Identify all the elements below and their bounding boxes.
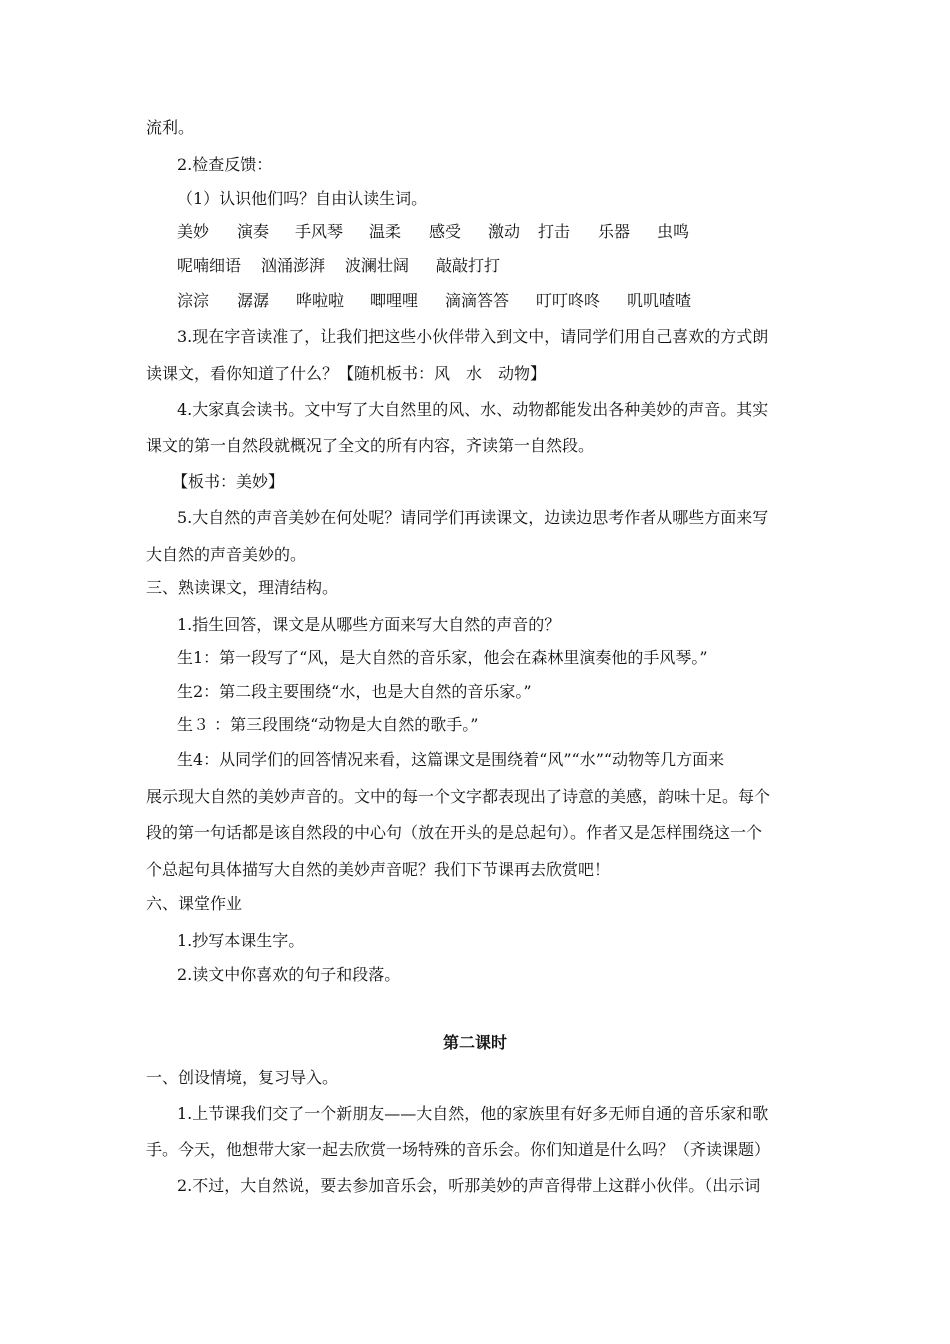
text-line: 生4：从同学们的回答情况来看，这篇课文是围绕着“风”“水”“动物等几方面来	[177, 750, 725, 769]
text-line: 1.上节课我们交了一个新朋友——大自然，他的家族里有好多无师自通的音乐家和歌	[177, 1104, 769, 1123]
section-heading: 六、课堂作业	[146, 894, 243, 913]
text-line: 段的第一句话都是该自然段的中心句（放在开头的是总起句）。作者又是怎样围绕这一个	[146, 823, 763, 842]
board-note: 【板书：美妙】	[172, 472, 285, 491]
vocab-word: 汹涌澎湃	[261, 256, 326, 275]
text-line: 展示现大自然的美妙声音的。文中的每一个文字都表现出了诗意的美感，韵味十足。每个	[146, 787, 771, 806]
text-line: 1.抄写本课生字。	[177, 931, 305, 950]
text-line: （1）认识他们吗？自由认读生词。	[177, 189, 428, 208]
text-line: 课文的第一自然段就概况了全文的所有内容，齐读第一自然段。	[146, 436, 595, 455]
vocab-word: 呢喃细语	[177, 256, 242, 275]
lesson-title: 第二课时	[442, 1033, 507, 1052]
text-line: 流利。	[146, 118, 195, 137]
vocab-word: 激动	[488, 222, 521, 241]
vocab-word: 打击	[538, 222, 571, 241]
vocab-word: 演奏	[237, 222, 270, 241]
text-line: 生2：第二段主要围绕“水，也是大自然的音乐家。”	[177, 682, 532, 701]
vocab-word: 唧哩哩	[370, 291, 419, 310]
vocab-word: 叽叽喳喳	[627, 291, 692, 310]
vocab-word: 美妙	[177, 222, 210, 241]
text-line: 生３ ：第三段围绕“动物是大自然的歌手。”	[177, 715, 479, 734]
text-line: 个总起句具体描写大自然的美妙声音呢？我们下节课再去欣赏吧！	[146, 860, 611, 879]
vocab-word: 虫鸣	[657, 222, 690, 241]
vocab-word: 温柔	[369, 222, 402, 241]
vocab-word: 乐器	[598, 222, 631, 241]
vocab-row-2	[177, 256, 847, 276]
vocab-word: 波澜壮阔	[345, 256, 410, 275]
text-line: 2.检查反馈：	[177, 155, 273, 174]
section-heading: 三、熟读课文，理清结构。	[146, 578, 339, 597]
vocab-word: 淙淙	[177, 291, 210, 310]
vocab-word: 滴滴答答	[445, 291, 510, 310]
vocab-row-3	[177, 291, 847, 311]
text-line: 4.大家真会读书。文中写了大自然里的风、水、动物都能发出各种美妙的声音。其实	[177, 400, 769, 419]
vocab-word: 敲敲打打	[436, 256, 501, 275]
vocab-word: 哗啦啦	[296, 291, 345, 310]
vocab-word: 潺潺	[237, 291, 270, 310]
text-line: 2.读文中你喜欢的句子和段落。	[177, 965, 401, 984]
section-heading: 一、创设情境，复习导入。	[146, 1068, 339, 1087]
text-line: 读课文，看你知道了什么？【随机板书：风 水 动物】	[146, 364, 547, 383]
text-line: 1.指生回答，课文是从哪些方面来写大自然的声音的？	[177, 615, 561, 634]
text-line: 2.不过，大自然说，要去参加音乐会，听那美妙的声音得带上这群小伙伴。（出示词	[177, 1176, 761, 1195]
vocab-word: 叮叮咚咚	[536, 291, 601, 310]
vocab-row-1	[177, 222, 847, 242]
text-line: 手。今天，他想带大家一起去欣赏一场特殊的音乐会。你们知道是什么吗？（齐读课题）	[146, 1140, 771, 1159]
text-line: 大自然的声音美妙的。	[146, 545, 307, 564]
vocab-word: 感受	[429, 222, 462, 241]
text-line: 生1：第一段写了“风，是大自然的音乐家，他会在森林里演奏他的手风琴。”	[177, 648, 708, 667]
text-line: 3.现在字音读准了，让我们把这些小伙伴带入到文中，请同学们用自己喜欢的方式朗	[177, 327, 769, 346]
text-line: 5.大自然的声音美妙在何处呢？请同学们再读课文，边读边思考作者从哪些方面来写	[177, 508, 769, 527]
vocab-word: 手风琴	[295, 222, 344, 241]
